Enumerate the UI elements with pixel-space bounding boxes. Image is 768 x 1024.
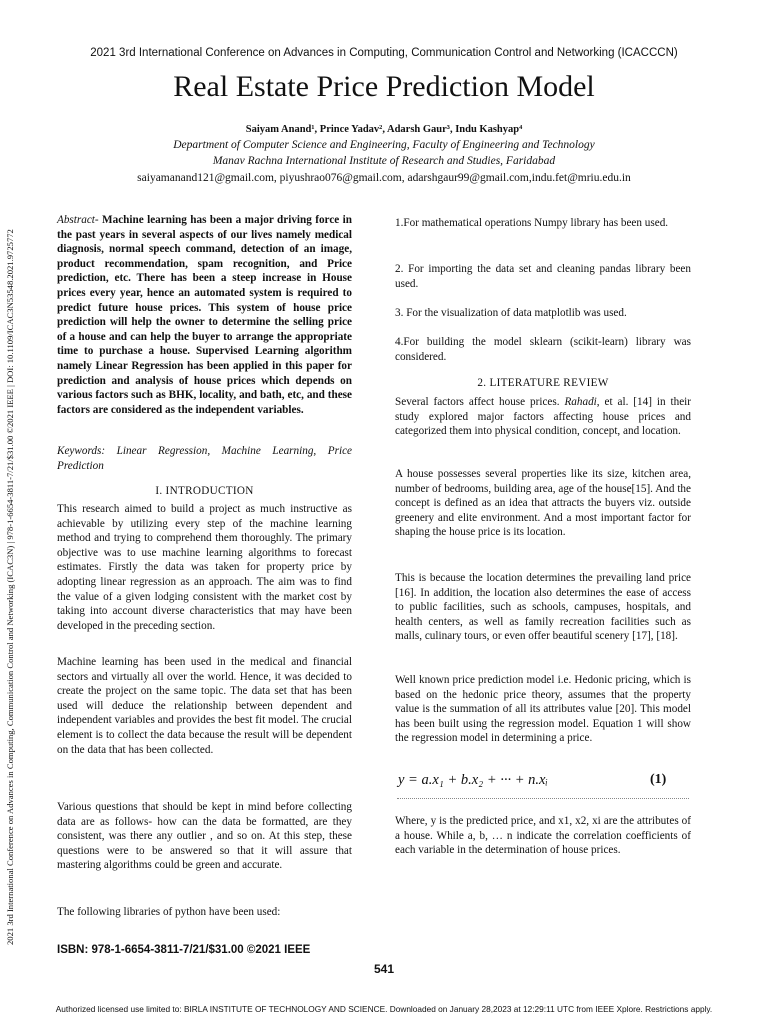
equation-number: (1) [650, 772, 667, 787]
conference-header: 2021 3rd International Conference on Advances in Computing, Communication Control and Networking (ICACCCN) [90, 47, 678, 59]
library-item: 2. For importing the data set and cleaning pandas library been used. [395, 263, 691, 290]
affiliation-institute: Manav Rachna International Institute of Research and Studies, Faridabad [212, 155, 556, 167]
regression-equation: y = a.x₁ + b.x₂ + ··· + n.xᵢ [398, 772, 548, 788]
equation-divider [397, 798, 689, 799]
lit-paragraph-4: Well known price prediction model i.e. Hedonic pricing, which is based on the hedonic price theory, assumes that the property value is the summation of all its attributes value [20]. This model has been built using the regression model. Equation 1 will show the regression model in determining a price. [395, 674, 691, 745]
lit-paragraph-2: A house possesses several properties like its size, kitchen area, number of bedrooms, building area, age of the house[15]. And the concept is defined as an idea that attracts the buyers viz. outside greenery and elite environment. And a most important factor for shaping the house price is its location. [395, 468, 691, 539]
abstract-text: Machine learning has been a major driving force in the past years in several aspects of our lives namely medical diagnosis, normal speech command, detection of an image, product recommendation, spam recognition, and Price prediction, etc. There has been a steep increase in House prices every year, hence an automated system is required to predict future house prices. This system of house price prediction will help the owner to determine the selling price of a house and can help the buyer to arrange the appropriate time to purchase a house. Supervised Learning algorithm namely Linear Regression has been applied in this paper for prediction and analysis of house prices which depends on various factors such as BHK, locality, and bath, etc, and these factors are considered as the independent variables. [57, 214, 352, 416]
author-list: Saiyam Anand¹, Prince Yadav², Adarsh Gaur³, Indu Kashyap⁴ [245, 124, 523, 135]
paper-title: Real Estate Price Prediction Model [173, 70, 595, 103]
isbn-line: ISBN: 978-1-6654-3811-7/21/$31.00 ©2021 IEEE [57, 944, 311, 956]
lit-paragraph-3: This is because the location determines the prevailing land price [16]. In addition, the location also determines the ease of access to public facilities, such as schools, campuses, hospitals, and health centers, as well as family recreation facilities such as malls, culinary tours, or even offer beautiful scenery [17], [18]. [395, 572, 691, 643]
keywords: Keywords: Linear Regression, Machine Learning, Price Prediction [57, 445, 352, 472]
intro-paragraph-1: This research aimed to build a project as much instructive as achievable by utilizing every step of the machine learning method and trying to comprehend them thoroughly. The primary objective was to use machine learning algorithms to forecast estimates. Firstly the data was taken for property price by adopting linear regression as an approach. The aim was to find the value of a given lodging consistent with the market cost by taking into account diverse characteristics that may have been developed in the preceding section. [57, 503, 352, 632]
author-emails: saiyamanand121@gmail.com, piyushrao076@gmail.com, adarshgaur99@gmail.com,indu.fet@mriu.edu.in [137, 172, 631, 184]
section-heading-literature-review: 2. LITERATURE REVIEW [477, 377, 609, 389]
abstract-label: Abstract- [57, 214, 99, 226]
lit-paragraph-1 [395, 395, 691, 439]
library-item: 3. For the visualization of data matplotlib was used. [395, 307, 627, 319]
library-item: 1.For mathematical operations Numpy library has been used. [395, 217, 669, 229]
abstract [57, 213, 352, 417]
intro-paragraph-3: Various questions that should be kept in mind before collecting data are as follows- how can the data be formatted, are they consistent, was there any outlier , and so on. At this step, these questions were to be answered so that it will assure that mastering algorithms could be green and accurate. [57, 801, 352, 872]
intro-paragraph-4: The following libraries of python have been used: [57, 906, 281, 918]
intro-paragraph-2: Machine learning has been used in the medical and financial sectors and virtually all over the world. Hence, it was decided to create the project on the same topic. The data set that has been used will deduce the relationship between dependent and independent variables and provides the best fit model. The crucial element is to collect the data because the result will be dependent on the data that has been collected. [57, 656, 352, 756]
license-notice: Authorized licensed use limited to: BIRLA INSTITUTE OF TECHNOLOGY AND SCIENCE. Downloaded on January 28,2023 at 12:29:11 UTC from IEEE Xplore. Restrictions apply. [55, 1004, 713, 1014]
side-doi-strip: 2021 3rd International Conference on Advances in Computing, Communication Control and Networking (ICAC3N) | 978-1-6654-3811-7/21/$31.00 ©2021 IEEE | DOI: 10.1109/ICAC3N53548.2021.9725772 [5, 229, 15, 945]
lit-paragraph-5: Where, y is the predicted price, and x1, x2, xi are the attributes of a house. While a, b, … n indicate the correlation coefficients of each variable in the determination of house prices. [395, 815, 691, 857]
library-item: 4.For building the model sklearn (scikit-learn) library was considered. [395, 336, 691, 363]
page-number: 541 [373, 962, 395, 976]
lit-p1-text-b: , et al. [14] in their study explored major factors affecting house prices and categorized them into physical condition, concept, and location. [395, 396, 691, 438]
cited-author: Rahadi [564, 396, 597, 408]
affiliation-department: Department of Computer Science and Engineering, Faculty of Engineering and Technology [173, 139, 595, 151]
section-heading-introduction: I. INTRODUCTION [155, 485, 254, 497]
lit-p1-text-a: Several factors affect house prices. [395, 396, 565, 408]
